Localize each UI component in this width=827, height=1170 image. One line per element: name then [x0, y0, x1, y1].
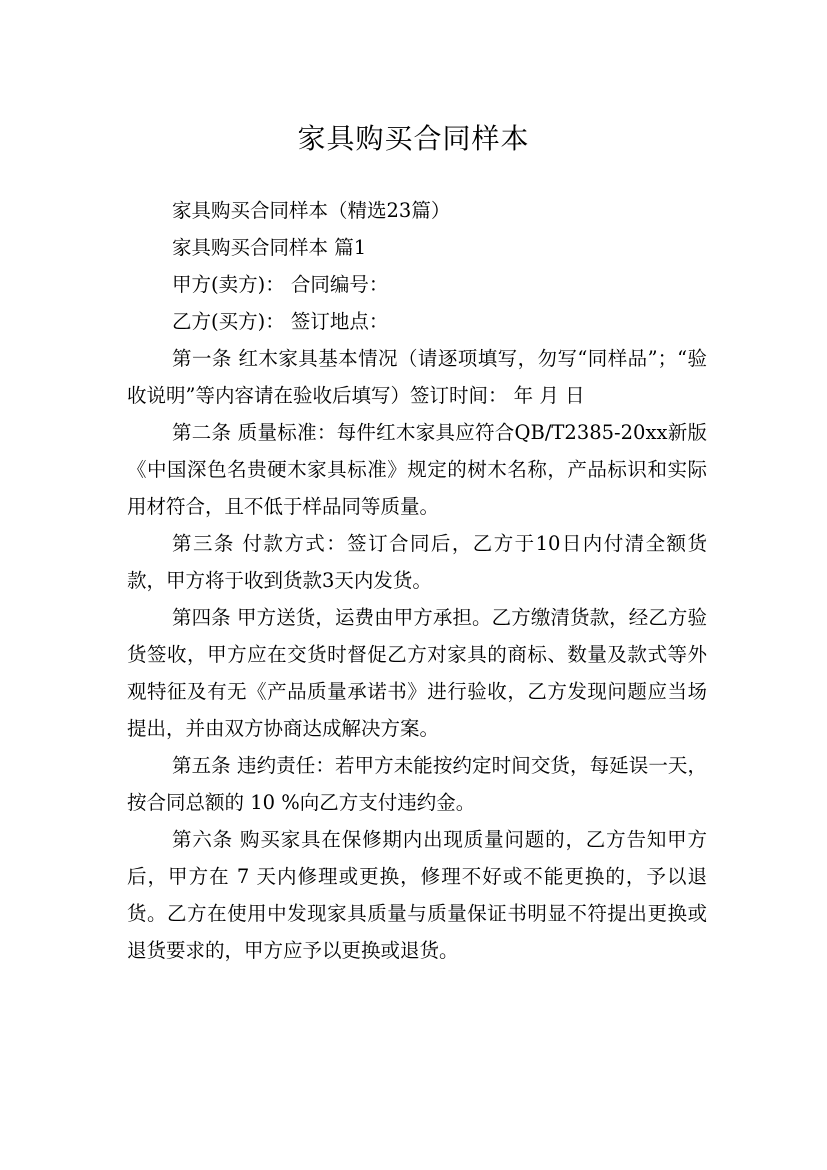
paragraph-article-3: 第三条 付款方式：签订合同后，乙方于10日内付清全额货款，甲方将于收到货款3天内发货。 [127, 532, 707, 592]
paragraph-party-a: 甲方(卖方)： 合同编号： [172, 273, 389, 296]
paragraph-article-5: 第五条 违约责任：若甲方未能按约定时间交货，每延误一天，按合同总额的 10 %向乙方支付违约金。 [127, 754, 707, 814]
paragraph-subtitle: 家具购买合同样本（精选23篇） [172, 199, 451, 222]
paragraph-party-b: 乙方(买方)： 签订地点： [172, 310, 389, 333]
paragraph-article-1: 第一条 红木家具基本情况（请逐项填写，勿写“同样品”；“验收说明”等内容请在验收后填写）签订时间： 年 月 日 [127, 347, 707, 407]
paragraph-article-6: 第六条 购买家具在保修期内出现质量问题的，乙方告知甲方后，甲方在 7 天内修理或更换，修理不好或不能更换的，予以退货。乙方在使用中发现家具质量与质量保证书明显不符提出更换或退货要求的，甲方应予以更换或退货。 [127, 828, 707, 962]
document-body [127, 192, 707, 969]
paragraph-section-heading: 家具购买合同样本 篇1 [172, 236, 367, 259]
paragraph-article-4: 第四条 甲方送货，运费由甲方承担。乙方缴清货款，经乙方验货签收，甲方应在交货时督促乙方对家具的商标、数量及款式等外观特征及有无《产品质量承诺书》进行验收，乙方发现问题应当场提出，并由双方协商达成解决方案。 [127, 606, 707, 740]
document-title: 家具购买合同样本 [297, 121, 530, 155]
paragraph-article-2: 第二条 质量标准：每件红木家具应符合QB/T2385-20xx新版《中国深色名贵硬木家具标准》规定的树木名称，产品标识和实际用材符合，且不低于样品同等质量。 [127, 421, 707, 518]
